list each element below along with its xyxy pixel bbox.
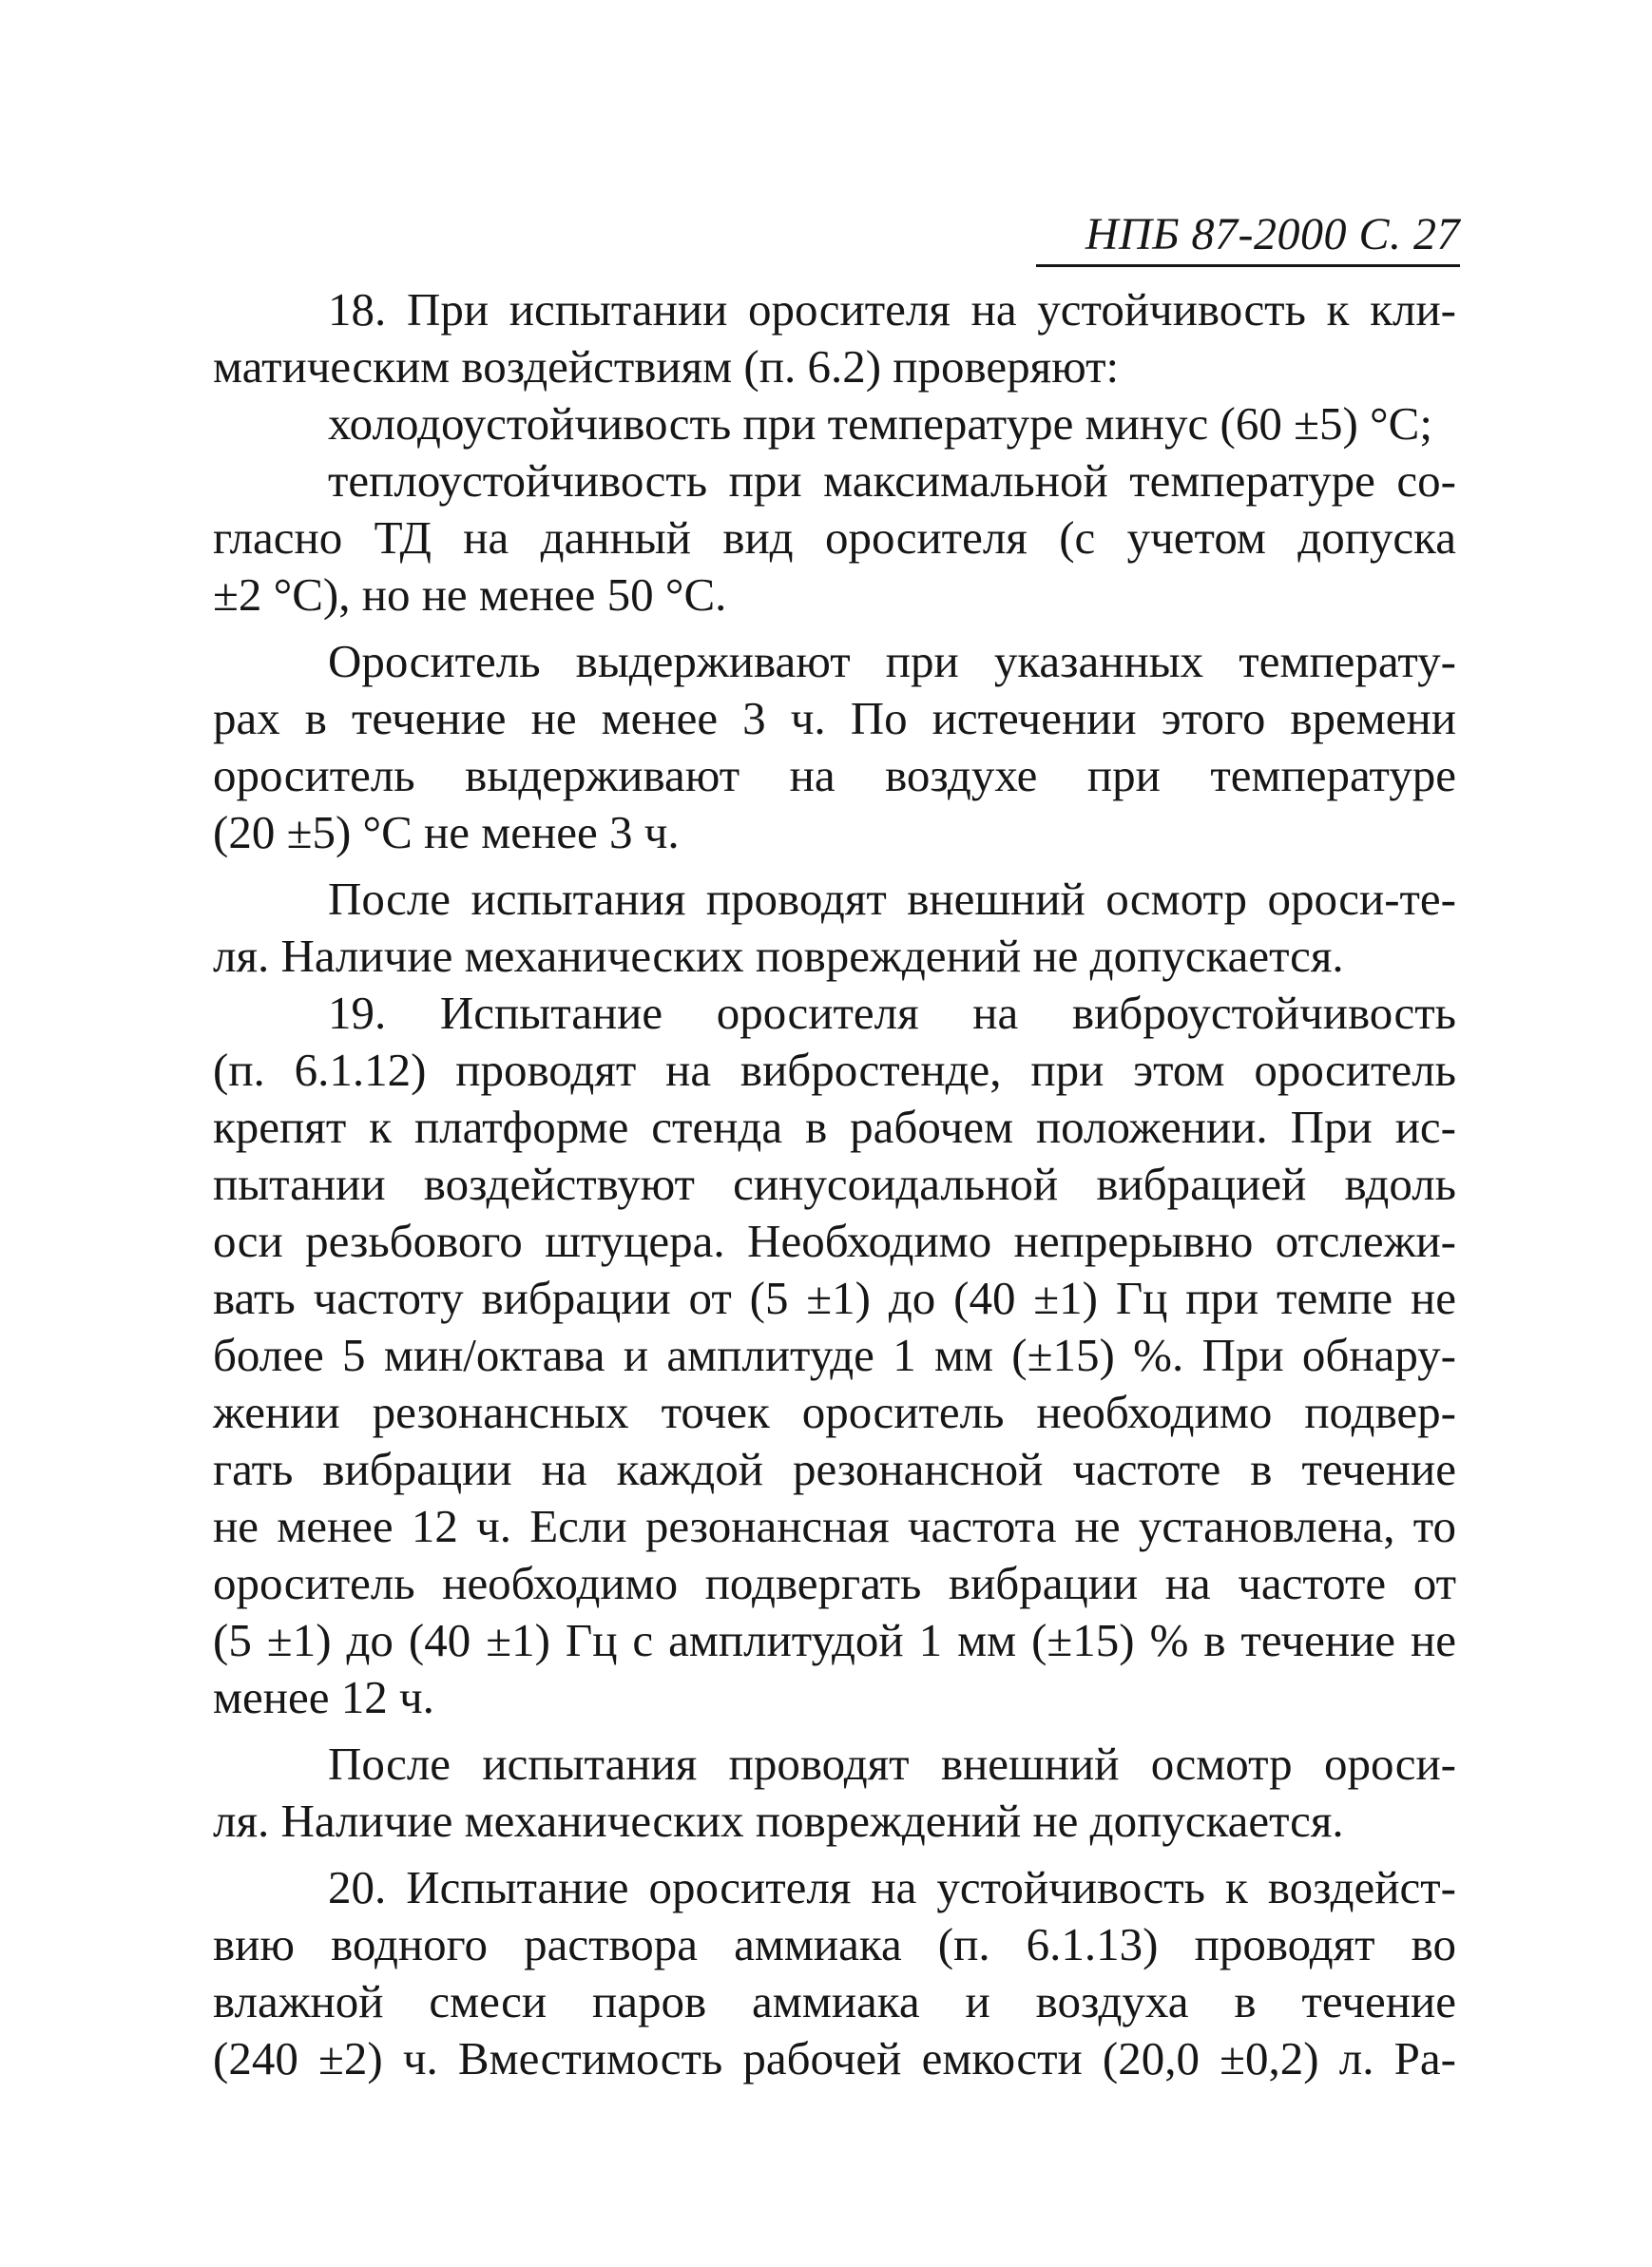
paragraph-19-line-10: не менее 12 ч. Если резонансная частота не установлена, то bbox=[213, 1500, 1456, 1552]
paragraph-19-line-13: менее 12 ч. bbox=[213, 1671, 434, 1723]
paragraph-19-line-9: гать вибрации на каждой резонансной частоте в течение bbox=[213, 1443, 1456, 1495]
paragraph-20-line-2: вию водного раствора аммиака (п. 6.1.13) проводят во bbox=[213, 1918, 1456, 1970]
paragraph-19-line-1: 19. Испытание оросителя на виброустойчивость bbox=[328, 987, 1456, 1039]
heat-resistance-line-3: ±2 °С), но не менее 50 °С. bbox=[213, 568, 727, 621]
inspection-2-line-1: После испытания проводят внешний осмотр ороси- bbox=[328, 1738, 1456, 1790]
paragraph-19-line-6: вать частоту вибрации от (5 ±1) до (40 ±1) Гц при темпе не bbox=[213, 1272, 1456, 1324]
paragraph-gap bbox=[213, 1850, 1456, 1859]
body-text bbox=[213, 281, 1456, 2087]
paragraph-20-line-4: (240 ±2) ч. Вместимость рабочей емкости (20,0 ±0,2) л. Ра- bbox=[213, 2032, 1456, 2084]
exposure-line-1: Ороситель выдерживают при указанных температу- bbox=[328, 635, 1456, 687]
paragraph-19-line-11: ороситель необходимо подвергать вибрации на частоте от bbox=[213, 1557, 1456, 1609]
inspection-line-1: После испытания проводят внешний осмотр ороси-те- bbox=[328, 873, 1456, 925]
exposure-line-2: рах в течение не менее 3 ч. По истечении этого времени bbox=[213, 692, 1456, 744]
paragraph-19-line-8: жении резонансных точек ороситель необходимо подвер- bbox=[213, 1386, 1456, 1438]
paragraph-18-line-2: матическим воздействиям (п. 6.2) проверяют: bbox=[213, 340, 1120, 393]
paragraph-20-line-1: 20. Испытание оросителя на устойчивость к воздейст- bbox=[328, 1861, 1456, 1913]
exposure-line-4: (20 ±5) °С не менее 3 ч. bbox=[213, 806, 680, 858]
inspection-2-line-2: ля. Наличие механических повреждений не допускается. bbox=[213, 1795, 1344, 1847]
paragraph-gap bbox=[213, 624, 1456, 633]
cold-resistance-line: холодоустойчивость при температуре минус (60 ±5) °С; bbox=[328, 397, 1432, 450]
inspection-line-2: ля. Наличие механических повреждений не допускается. bbox=[213, 930, 1344, 982]
heat-resistance-line-1: теплоустойчивость при максимальной температуре со- bbox=[328, 454, 1456, 507]
paragraph-20-line-3: влажной смеси паров аммиака и воздуха в течение bbox=[213, 1975, 1456, 2027]
exposure-line-3: ороситель выдерживают на воздухе при температуре bbox=[213, 749, 1456, 801]
paragraph-gap bbox=[213, 861, 1456, 871]
paragraph-19-line-2: (п. 6.1.12) проводят на вибростенде, при этом ороситель bbox=[213, 1044, 1456, 1096]
heat-resistance-line-2: гласно ТД на данный вид оросителя (с учетом допуска bbox=[213, 511, 1456, 564]
paragraph-19-line-5: оси резьбового штуцера. Необходимо непрерывно отслежи- bbox=[213, 1215, 1456, 1267]
running-header: НПБ 87-2000 С. 27 bbox=[1036, 207, 1460, 267]
paragraph-19-line-4: пытании воздействуют синусоидальной вибрацией вдоль bbox=[213, 1158, 1456, 1210]
paragraph-19-line-3: крепят к платформе стенда в рабочем положении. При ис- bbox=[213, 1101, 1456, 1153]
paragraph-19-line-12: (5 ±1) до (40 ±1) Гц с амплитудой 1 мм (±15) % в течение не bbox=[213, 1614, 1456, 1666]
paragraph-gap bbox=[213, 1726, 1456, 1736]
paragraph-19-line-7: более 5 мин/октава и амплитуде 1 мм (±15) %. При обнару- bbox=[213, 1329, 1456, 1381]
paragraph-18-line-1: 18. При испытании оросителя на устойчивость к кли- bbox=[328, 283, 1456, 336]
